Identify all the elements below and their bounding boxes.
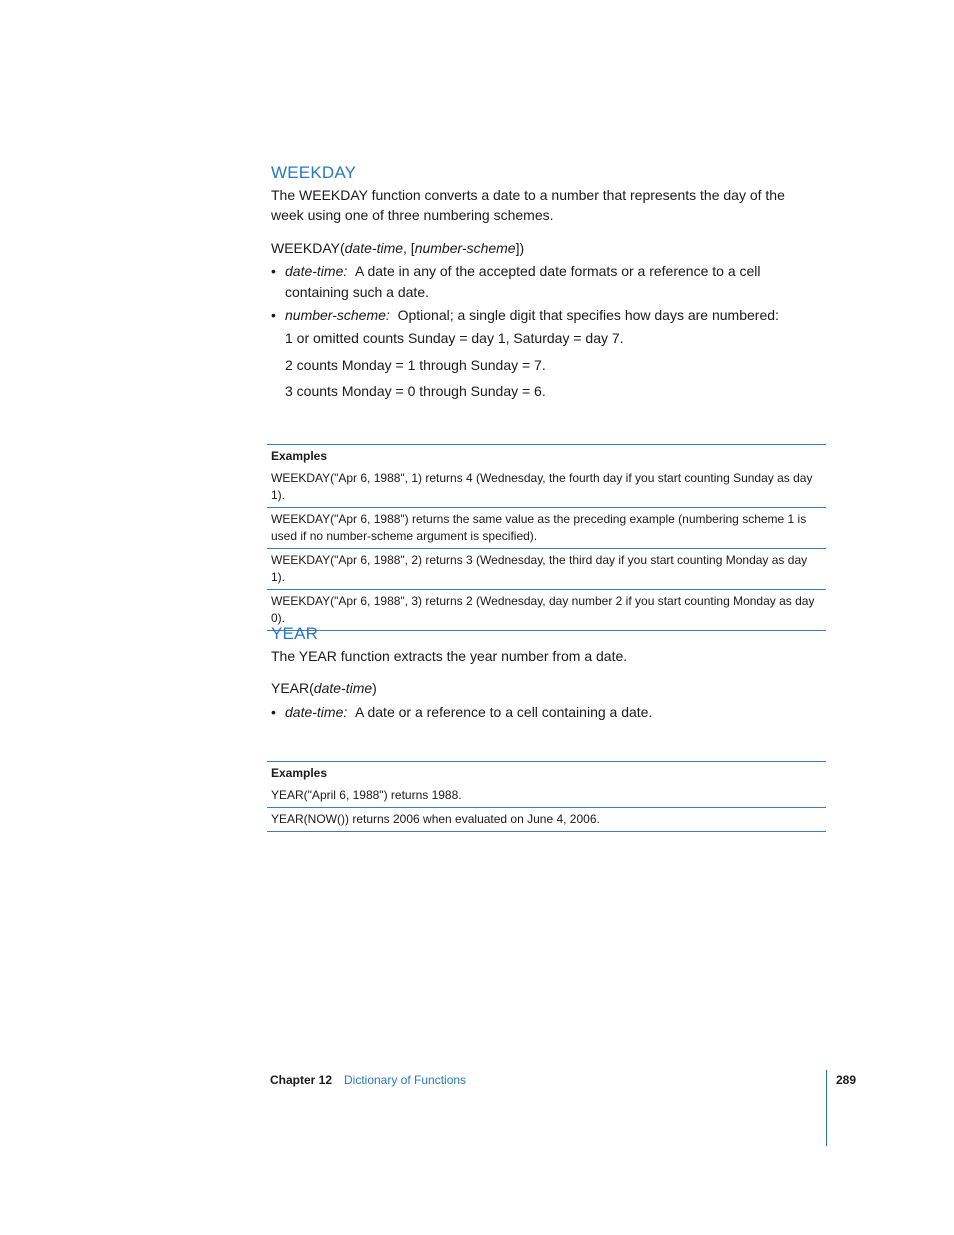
syntax-arg: date-time: [344, 240, 404, 256]
examples-header: Examples: [271, 449, 328, 463]
argument-item: [271, 261, 811, 303]
syntax-arg: number-scheme: [414, 240, 516, 256]
bullet-icon: •: [271, 704, 276, 720]
example-row: WEEKDAY("Apr 6, 1988", 1) returns 4 (Wednesday, the fourth day if you start counting Sunday as day 1).: [267, 467, 826, 508]
syntax-close: ): [372, 680, 377, 696]
argument-item: [271, 305, 811, 326]
scheme-line: 3 counts Monday = 0 through Sunday = 6.: [285, 383, 546, 399]
syntax-open: (: [339, 240, 345, 256]
scheme-line: 1 or omitted counts Sunday = day 1, Saturday = day 7.: [285, 330, 624, 346]
syntax-close: ]): [515, 240, 525, 256]
weekday-syntax: [271, 238, 524, 258]
example-row: WEEKDAY("Apr 6, 1988", 3) returns 2 (Wednesday, day number 2 if you start counting Monday as day 0).: [267, 590, 826, 631]
argument-term: date-time:: [285, 263, 348, 279]
scheme-line: 2 counts Monday = 1 through Sunday = 7.: [285, 357, 546, 373]
syntax-arg: date-time: [313, 680, 373, 696]
year-description: The YEAR function extracts the year number from a date.: [271, 648, 628, 664]
example-row: WEEKDAY("Apr 6, 1988") returns the same value as the preceding example (numbering scheme 1 is used if no number-scheme argument is specified).: [267, 508, 826, 549]
syntax-function-name: WEEKDAY: [271, 240, 340, 256]
year-syntax: [271, 678, 377, 698]
syntax-function-name: YEAR: [271, 680, 310, 696]
bullet-icon: •: [271, 263, 276, 279]
weekday-examples-table: [267, 444, 826, 631]
argument-term: number-scheme:: [285, 307, 390, 323]
example-row: YEAR(NOW()) returns 2006 when evaluated on June 4, 2006.: [267, 808, 826, 832]
argument-text: Optional; a single digit that specifies how days are numbered:: [397, 307, 779, 323]
footer-chapter: Chapter 12: [270, 1073, 333, 1087]
year-examples-table: [267, 761, 826, 832]
weekday-description: The WEEKDAY function converts a date to a number that represents the day of the week using one of three numbering schemes.: [271, 187, 785, 223]
weekday-heading: WEEKDAY: [271, 163, 357, 182]
footer-chapter-title: Dictionary of Functions: [344, 1073, 467, 1087]
argument-text: A date in any of the accepted date formats or a reference to a cell containing such a date.: [285, 263, 761, 300]
bullet-icon: •: [271, 307, 276, 323]
argument-text: A date or a reference to a cell containing a date.: [355, 704, 653, 720]
page-number: 289: [836, 1073, 857, 1087]
example-row: YEAR("April 6, 1988") returns 1988.: [267, 784, 826, 808]
year-heading: YEAR: [271, 624, 319, 643]
example-row: WEEKDAY("Apr 6, 1988", 2) returns 3 (Wednesday, the third day if you start counting Monday as day 1).: [267, 549, 826, 590]
examples-header: Examples: [271, 766, 328, 780]
argument-term: date-time:: [285, 704, 348, 720]
syntax-open: (: [309, 680, 314, 696]
footer-divider: [826, 1070, 827, 1146]
argument-item: [271, 702, 811, 723]
syntax-separator: , [: [403, 240, 415, 256]
